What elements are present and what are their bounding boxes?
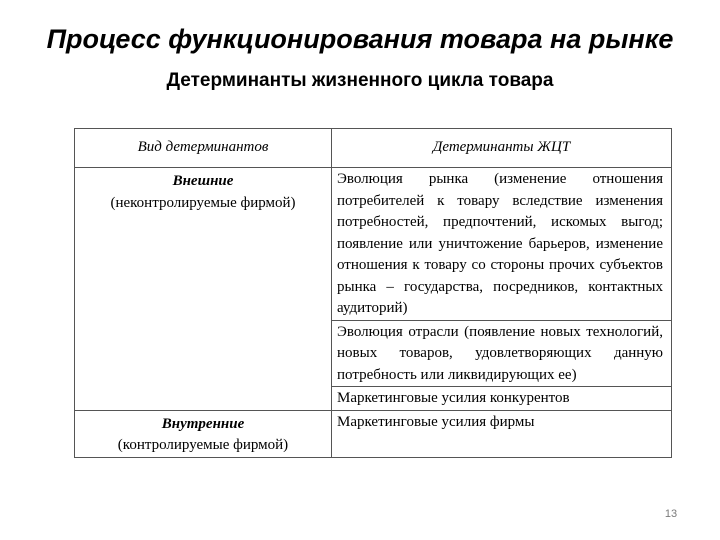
table-row (75, 168, 672, 321)
external-item-industry-evolution: Эволюция отрасли (появление новых технологий, новых товаров, удовлетворяющих данную потребность или ликвидирующих ее) (332, 320, 672, 387)
internal-category-note: (контролируемые фирмой) (117, 437, 289, 453)
external-category-note: (неконтролируемые фирмой) (110, 194, 296, 211)
internal-category-label: Внутренние (161, 415, 245, 432)
header-determinant-type: Вид детерминантов (75, 129, 332, 168)
internal-category-cell (75, 410, 332, 457)
header-determinants-lifecycle: Детерминанты ЖЦТ (332, 129, 672, 168)
page-title: Процесс функционирования товара на рынке (46, 24, 674, 54)
table-header-row (75, 129, 672, 168)
external-item-market-evolution: Эволюция рынка (изменение отношения потребителей к товару вследствие изменения потребностей, предпочтений, искомых выгод; появление или уничтожение барьеров, изменение отношения к товару со стороны прочих субъектов рынка – государства, посредников, контактных аудиторий) (332, 168, 672, 321)
external-item-competitor-efforts: Маркетинговые усилия конкурентов (332, 387, 672, 411)
internal-item-firm-efforts: Маркетинговые усилия фирмы (332, 410, 672, 457)
page-subtitle: Детерминанты жизненного цикла товара (166, 70, 554, 91)
table-row (75, 410, 672, 457)
external-category-label: Внешние (172, 173, 234, 189)
external-category-cell (75, 168, 332, 411)
determinants-table (74, 128, 672, 458)
page-number: 13 (664, 508, 678, 520)
